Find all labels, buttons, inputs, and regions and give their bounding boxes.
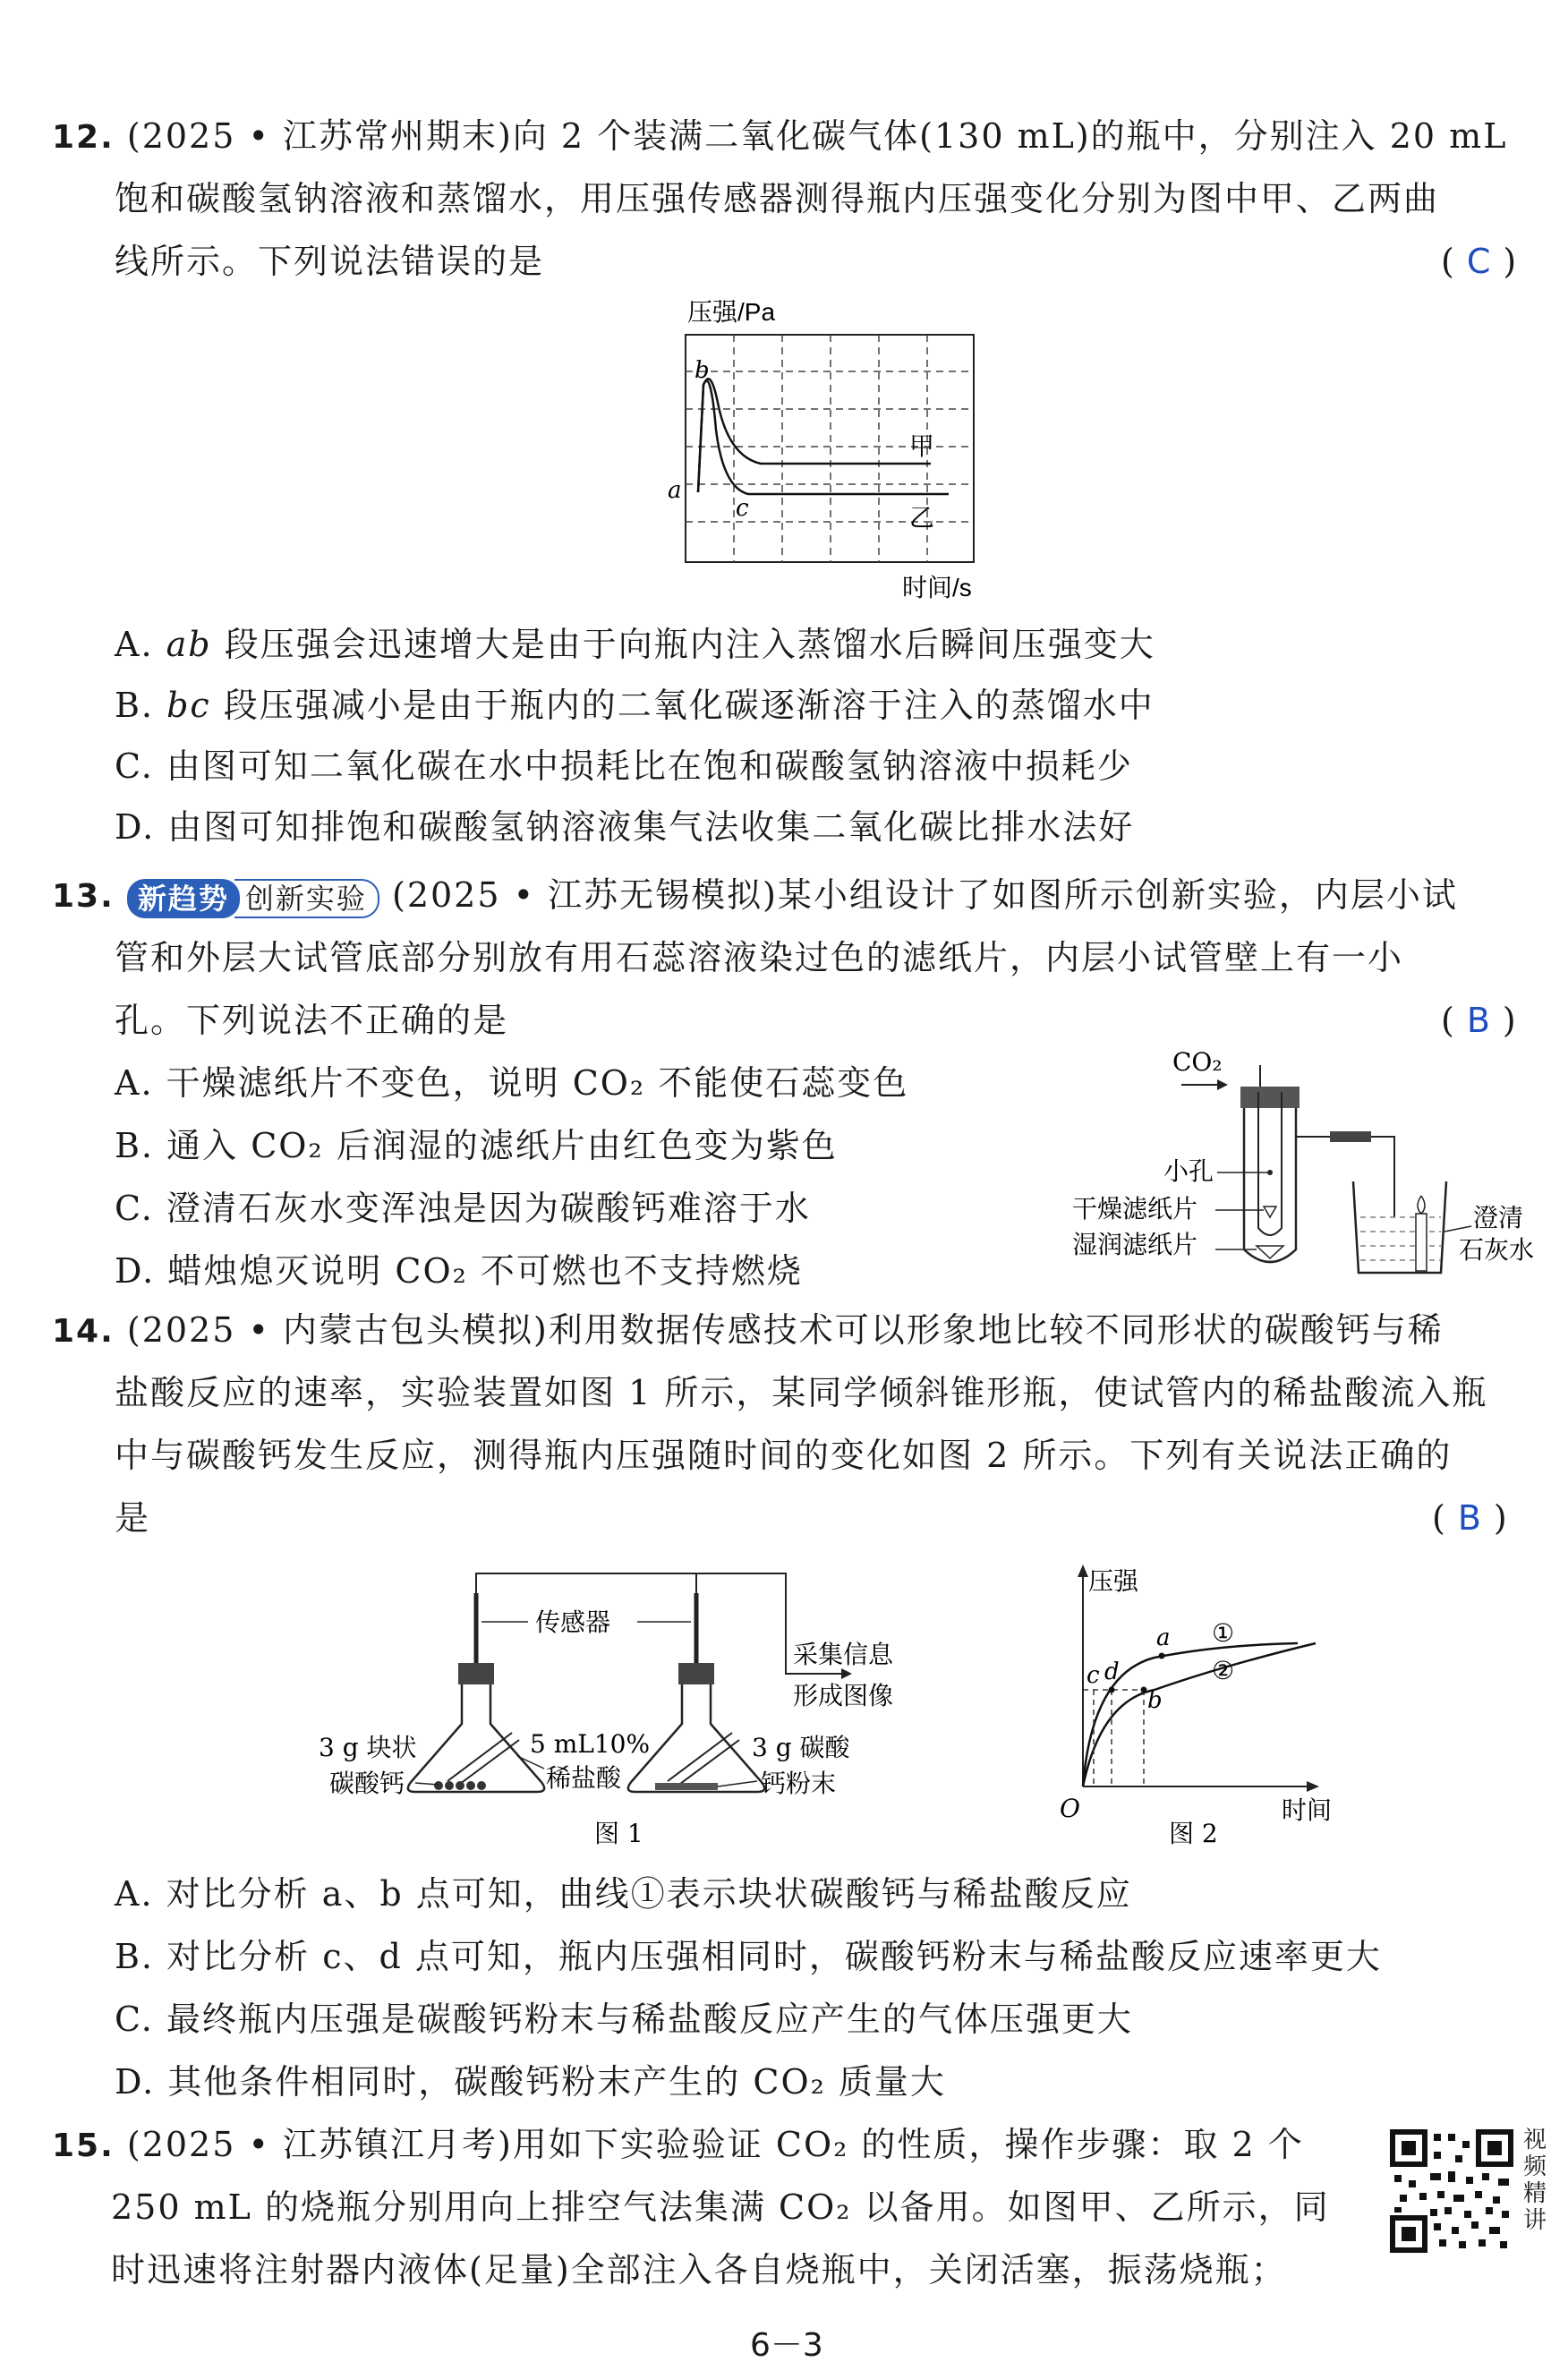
q12-chart-xlabel: 时间/s: [902, 574, 972, 601]
q14-line1: [52, 1303, 1444, 1359]
video-qr-code[interactable]: [1389, 2128, 1514, 2254]
q14-collect-label2: 形成图像: [793, 1681, 894, 1710]
q14-figure2-chart: [1047, 1557, 1351, 1853]
q13-answer: B: [1466, 1001, 1490, 1040]
q15-line3: 时迅速将注射器内液体(足量)全部注入各自烧瓶中，关闭活塞，振荡烧瓶；: [111, 2250, 1287, 2289]
innovation-badge: 创新实验: [234, 879, 379, 918]
q12-text: (2025 • 江苏常州期末)向 2 个装满二氧化碳气体(130 mL)的瓶中，分别注入 20 mL: [126, 116, 1508, 156]
q12-line3: 线所示。下列说法错误的是: [115, 242, 545, 281]
q12-pressure-chart: [662, 295, 1020, 609]
q14-left-label1: 3 g 块状: [319, 1733, 417, 1762]
page-number: 6－3: [750, 2327, 823, 2364]
q13-option-b: B. 通入 CO₂ 后润湿的滤纸片由红色变为紫色: [115, 1126, 838, 1165]
q14-collect-label1: 采集信息: [793, 1640, 894, 1669]
question-number: 15.: [52, 2127, 115, 2164]
q14-line3: 中与碳酸钙发生反应，测得瓶内压强随时间的变化如图 2 所示。下列有关说法正确的: [115, 1436, 1453, 1475]
q14-fig2-ylabel: 压强: [1088, 1566, 1139, 1596]
q14-fig1-caption: 图 1: [594, 1819, 643, 1848]
question-number: 13.: [52, 878, 115, 915]
q14-fig2-origin: O: [1060, 1794, 1080, 1823]
q14-right-label2: 钙粉末: [761, 1769, 837, 1798]
q12-line1: [52, 109, 1507, 165]
q14-text: (2025 • 内蒙古包头模拟)利用数据传感技术可以形象地比较不同形状的碳酸钙与稀: [126, 1310, 1444, 1350]
q13-lime-label2: 石灰水: [1459, 1235, 1535, 1265]
q14-answer-bracket: ( B ): [1432, 1498, 1507, 1538]
q14-line2: 盐酸反应的速率，实验装置如图 1 所示，某同学倾斜锥形瓶，使试管内的稀盐酸流入瓶: [115, 1373, 1488, 1412]
q13-line3: 孔。下列说法不正确的是: [115, 1001, 509, 1040]
q14-point-a: a: [1156, 1624, 1171, 1651]
q13-option-d: D. 蜡烛熄灭说明 CO₂ 不可燃也不支持燃烧: [115, 1251, 803, 1291]
q14-option-c: C. 最终瓶内压强是碳酸钙粉末与稀盐酸反应产生的气体压强更大: [115, 2000, 1133, 2039]
q12-point-a: a: [668, 477, 682, 504]
q14-option-d: D. 其他条件相同时，碳酸钙粉末产生的 CO₂ 质量大: [115, 2062, 946, 2102]
q12-answer: C: [1466, 242, 1491, 281]
q12-curve-jia: [698, 379, 931, 492]
q14-point-c: c: [1087, 1662, 1100, 1689]
q13-lime-label1: 澄清: [1473, 1203, 1524, 1232]
q14-sensor-label: 传感器: [535, 1607, 611, 1637]
q13-co2-label: CO₂: [1172, 1047, 1223, 1077]
q14-mid-label2: 稀盐酸: [546, 1763, 622, 1793]
q14-figure1-apparatus: [304, 1557, 949, 1853]
q15-text: (2025 • 江苏镇江月考)用如下实验验证 CO₂ 的性质，操作步骤：取 2 个: [126, 2125, 1304, 2164]
q13-option-a: A. 干燥滤纸片不变色，说明 CO₂ 不能使石蕊变色: [115, 1063, 909, 1103]
q13-line1: [52, 868, 1458, 924]
q14-right-label1: 3 g 碳酸: [752, 1733, 850, 1762]
q13-option-c: C. 澄清石灰水变浑浊是因为碳酸钙难溶于水: [115, 1189, 811, 1228]
q14-left-label2: 碳酸钙: [329, 1769, 405, 1798]
q12-option-a: A. ab 段压强会迅速增大是由于向瓶内注入蒸馏水后瞬间压强变大: [115, 625, 1155, 664]
q14-line4: 是: [115, 1498, 151, 1538]
q13-wet-label: 湿润滤纸片: [1072, 1230, 1198, 1259]
q14-option-a: A. 对比分析 a、b 点可知，曲线①表示块状碳酸钙与稀盐酸反应: [115, 1874, 1132, 1914]
q14-point-b: b: [1147, 1687, 1163, 1714]
q13-text: (2025 • 江苏无锡模拟)某小组设计了如图所示创新实验，内层小试: [392, 875, 1458, 915]
q14-mid-label1: 5 mL10%: [530, 1729, 651, 1759]
question-number: 14.: [52, 1313, 115, 1350]
q14-curve-label-1: ①: [1212, 1618, 1235, 1648]
q14-fig2-xlabel: 时间: [1282, 1795, 1333, 1825]
video-explain-label: 视频精讲: [1522, 2127, 1547, 2234]
trend-badge: 新趋势: [127, 879, 240, 918]
q13-dry-label: 干燥滤纸片: [1072, 1194, 1198, 1224]
q14-fig2-caption: 图 2: [1169, 1819, 1218, 1848]
q15-line2: 250 mL 的烧瓶分别用向上排空气法集满 CO₂ 以备用。如图甲、乙所示，同: [111, 2187, 1330, 2227]
q15-line1: [52, 2118, 1304, 2173]
q13-line2: 管和外层大试管底部分别放有用石蕊溶液染过色的滤纸片，内层小试管壁上有一小: [115, 938, 1404, 977]
q12-point-c: c: [736, 495, 749, 522]
q13-apparatus-figure: [1065, 1038, 1548, 1280]
q12-option-d: D. 由图可知排饱和碳酸氢钠溶液集气法收集二氧化碳比排水法好: [115, 807, 1135, 847]
q12-chart-ylabel: 压强/Pa: [687, 298, 776, 326]
q12-answer-bracket: ( C ): [1441, 242, 1517, 281]
q14-option-b: B. 对比分析 c、d 点可知，瓶内压强相同时，碳酸钙粉末与稀盐酸反应速率更大: [115, 1937, 1382, 1976]
q13-hole-label: 小孔: [1163, 1156, 1214, 1186]
q12-line2: 饱和碳酸氢钠溶液和蒸馏水，用压强传感器测得瓶内压强变化分别为图中甲、乙两曲: [115, 179, 1440, 218]
q13-answer-bracket: ( B ): [1441, 1001, 1516, 1040]
q12-label-jia: 甲: [909, 431, 935, 461]
q14-point-d: d: [1104, 1658, 1120, 1685]
q12-option-b: B. bc 段压强减小是由于瓶内的二氧化碳逐渐溶于注入的蒸馏水中: [115, 686, 1155, 725]
q14-answer: B: [1457, 1498, 1481, 1538]
q12-label-yi: 乙: [909, 503, 935, 533]
q12-option-c: C. 由图可知二氧化碳在水中损耗比在饱和碳酸氢钠溶液中损耗少: [115, 746, 1133, 786]
q12-point-b: b: [695, 357, 710, 384]
question-number: 12.: [52, 119, 115, 156]
q14-curve-label-2: ②: [1212, 1656, 1235, 1685]
